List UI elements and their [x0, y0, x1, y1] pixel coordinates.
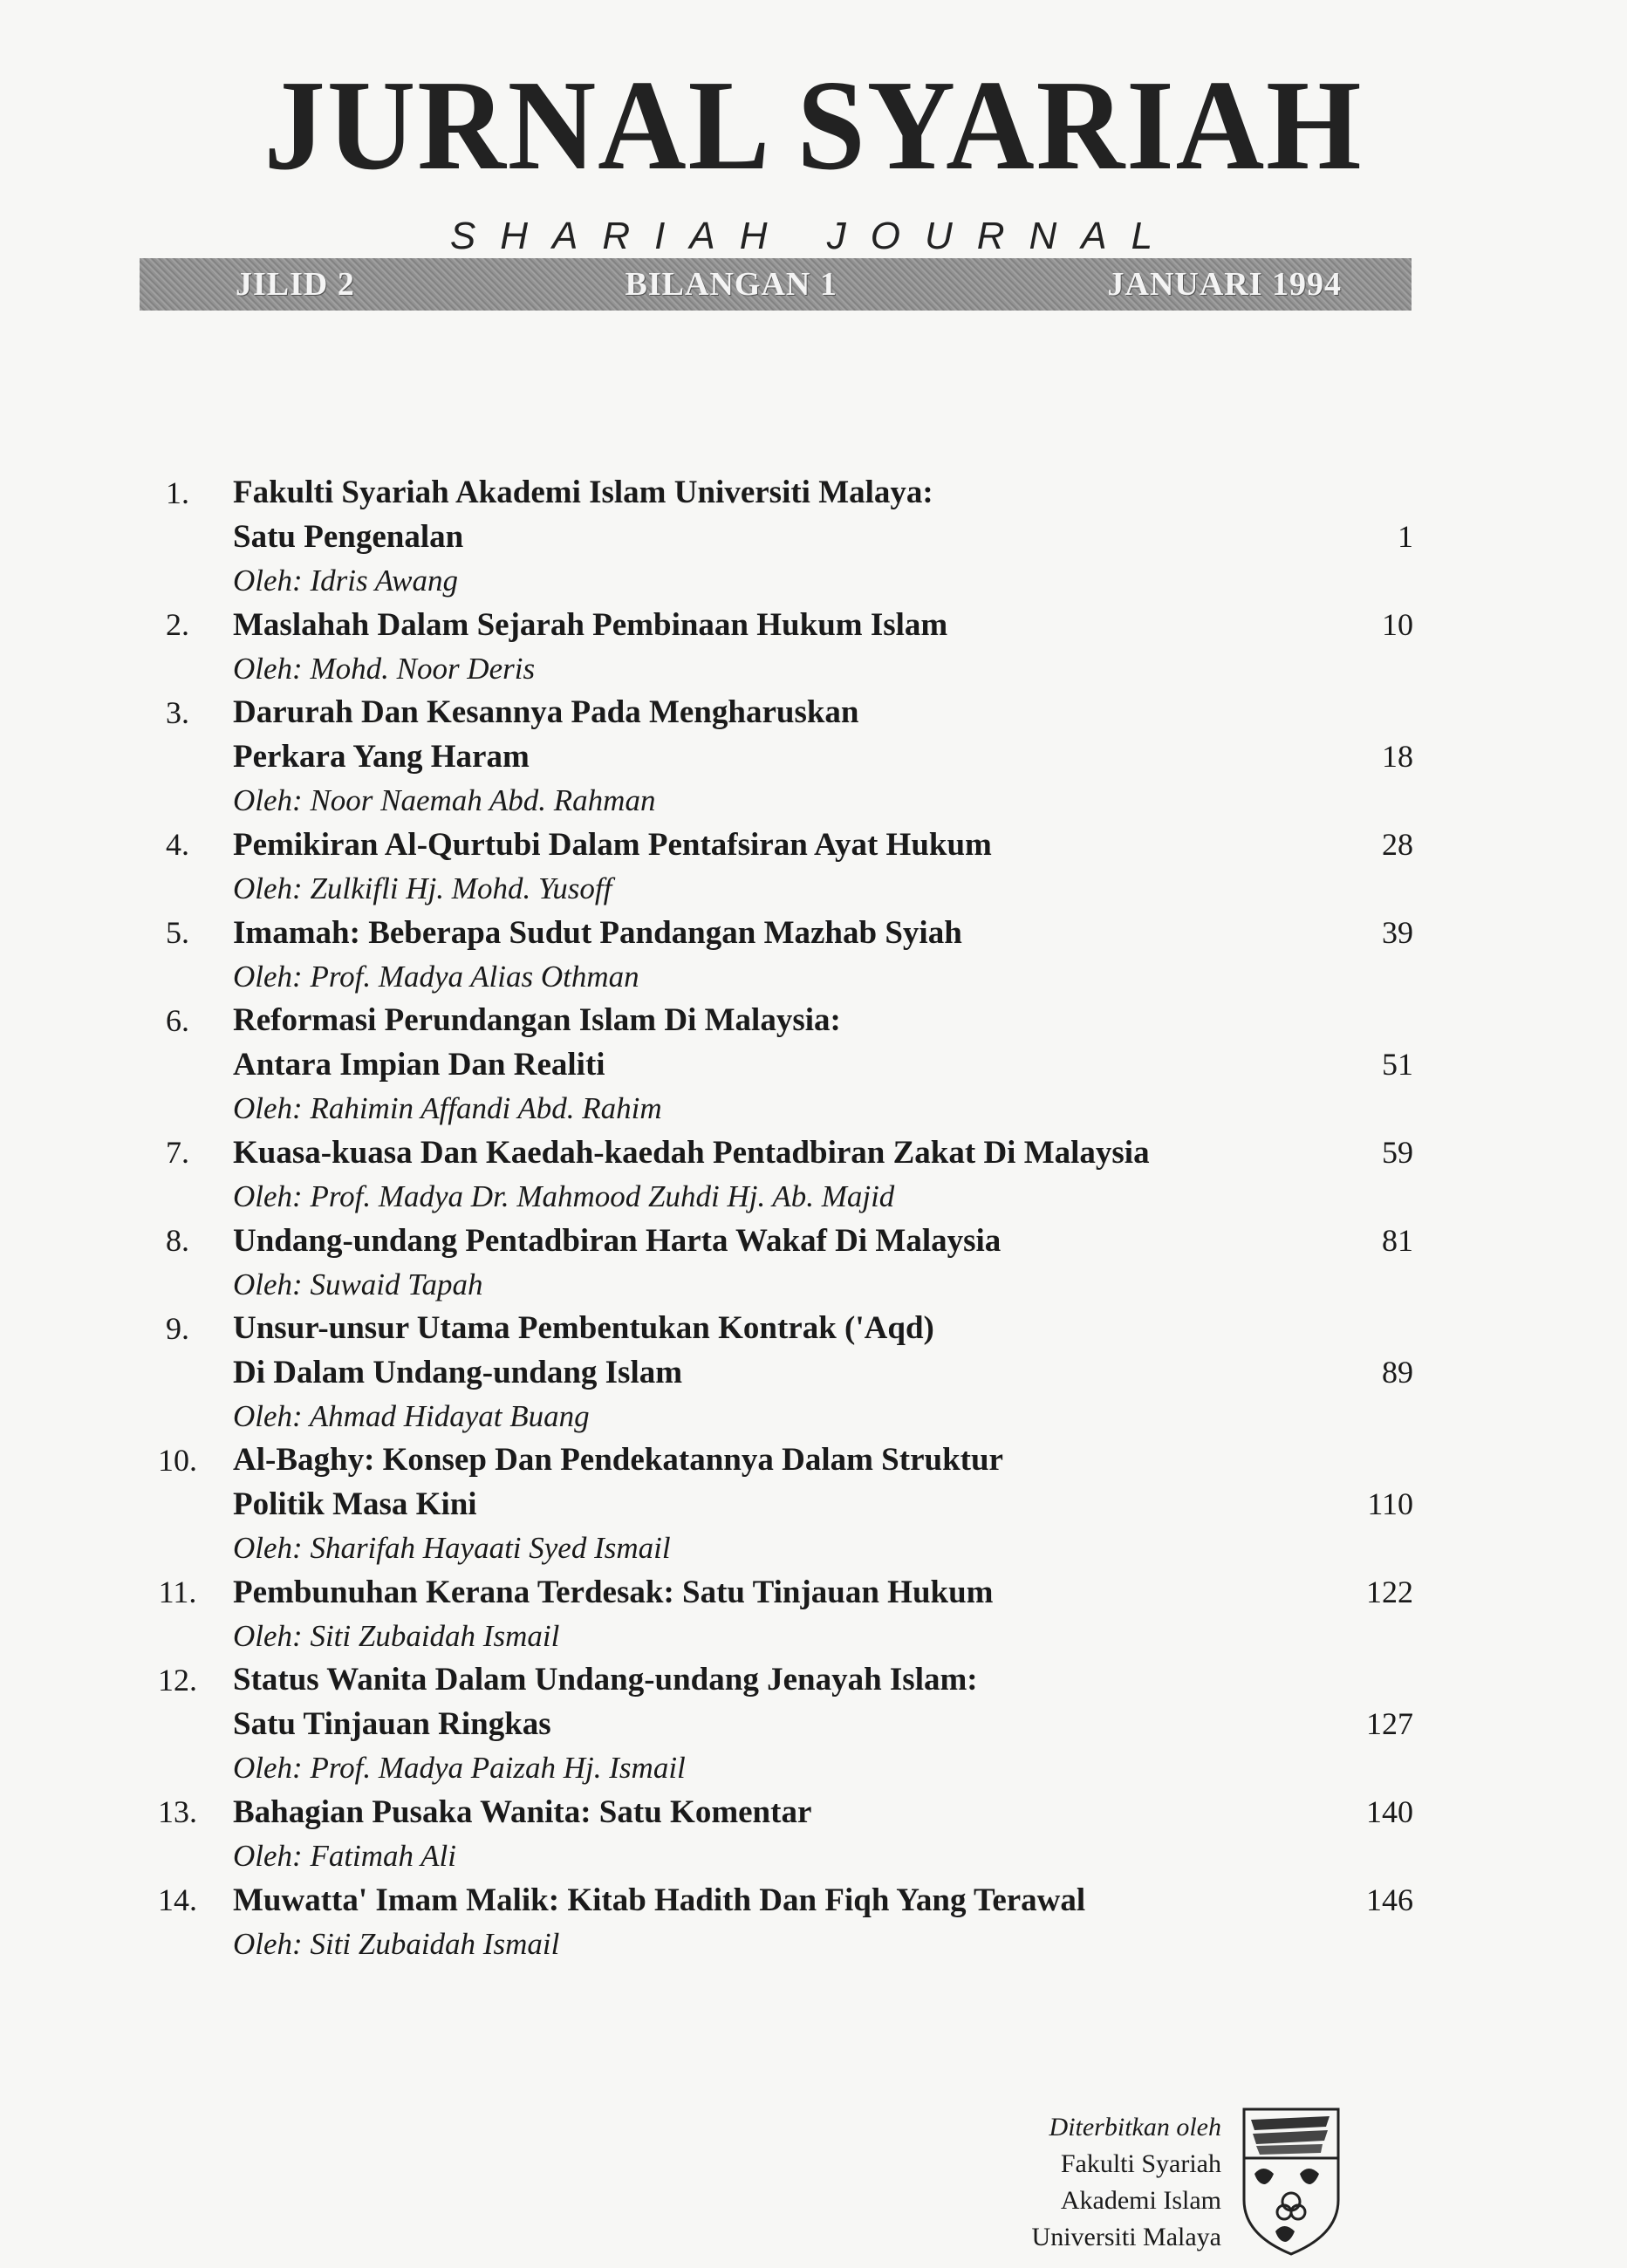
- toc-entry: [122, 1878, 1413, 1966]
- toc-page-number: 39: [1382, 915, 1413, 950]
- toc-author: Oleh: Prof. Madya Paizah Hj. Ismail: [233, 1751, 686, 1785]
- toc-entry-number: 9.: [166, 1311, 189, 1346]
- toc-page-number: 122: [1366, 1575, 1413, 1609]
- toc-title-text: Kuasa-kuasa Dan Kaedah-kaedah Pentadbiran Zakat Di Malaysia: [233, 1135, 1150, 1171]
- toc-title-text: Satu Tinjauan Ringkas: [233, 1706, 551, 1742]
- toc-title-line: [233, 1658, 1413, 1702]
- toc-title-text: Al-Baghy: Konsep Dan Pendekatannya Dalam Struktur: [233, 1442, 1003, 1478]
- toc-entry-number: 6.: [166, 1003, 189, 1038]
- toc-entry-body: [233, 1658, 1413, 1790]
- toc-title-line: [233, 1570, 1413, 1615]
- toc-title-line: [233, 603, 1413, 647]
- toc-entry: [122, 999, 1413, 1131]
- toc-title-text: Muwatta' Imam Malik: Kitab Hadith Dan Fiqh Yang Terawal: [233, 1882, 1086, 1918]
- toc-title-text: Perkara Yang Haram: [233, 739, 530, 775]
- toc-entry-body: [233, 1307, 1413, 1438]
- toc-author: Oleh: Rahimin Affandi Abd. Rahim: [233, 1091, 662, 1125]
- masthead: [0, 54, 1627, 258]
- toc-title-line: [233, 515, 1413, 559]
- toc-title-text: Antara Impian Dan Realiti: [233, 1047, 605, 1083]
- toc-entry-number: 1.: [166, 475, 189, 510]
- toc-page-number: 1: [1398, 519, 1413, 554]
- toc-entry-number: 8.: [166, 1223, 189, 1258]
- toc-title-line: [233, 1878, 1413, 1923]
- toc-title-line: [233, 823, 1413, 867]
- toc-entry: [122, 1570, 1413, 1658]
- toc-entry-body: [233, 999, 1413, 1131]
- toc-title-text: Status Wanita Dalam Undang-undang Jenayah Islam:: [233, 1662, 978, 1698]
- toc-title-line: [233, 734, 1413, 779]
- university-crest-icon: [1239, 2104, 1343, 2259]
- toc-entry: [122, 1438, 1413, 1570]
- toc-entry-body: [233, 471, 1413, 603]
- toc-entry-number: 2.: [166, 607, 189, 642]
- toc-title-line: [233, 471, 1413, 515]
- toc-title-line: [233, 1042, 1413, 1087]
- toc-entry: [122, 1790, 1413, 1878]
- toc-entry-number: 11.: [158, 1575, 197, 1609]
- issue-number: BILANGAN 1: [625, 266, 837, 303]
- toc-page-number: 89: [1382, 1355, 1413, 1390]
- toc-title-text: Pembunuhan Kerana Terdesak: Satu Tinjauan Hukum: [233, 1575, 994, 1610]
- toc-title-text: Di Dalam Undang-undang Islam: [233, 1355, 683, 1390]
- toc-entry-body: [233, 1438, 1413, 1570]
- toc-entry-number: 4.: [166, 827, 189, 862]
- toc-entry-number: 14.: [158, 1882, 197, 1917]
- toc-author: Oleh: Siti Zubaidah Ismail: [233, 1927, 560, 1961]
- toc-entry-body: [233, 691, 1413, 823]
- toc-entry-body: [233, 1878, 1413, 1966]
- toc-entry: [122, 1658, 1413, 1790]
- table-of-contents: [122, 471, 1413, 1966]
- toc-entry-body: [233, 1790, 1413, 1878]
- publisher-university: Universiti Malaya: [1031, 2223, 1221, 2251]
- toc-entry-body: [233, 603, 1413, 691]
- toc-title-line: [233, 691, 1413, 734]
- toc-title-text: Pemikiran Al-Qurtubi Dalam Pentafsiran Ayat Hukum: [233, 827, 992, 863]
- toc-title-line: [233, 1790, 1413, 1834]
- toc-title-text: Satu Pengenalan: [233, 519, 464, 555]
- toc-title-text: Reformasi Perundangan Islam Di Malaysia:: [233, 1002, 841, 1038]
- toc-title-line: [233, 999, 1413, 1042]
- toc-page-number: 146: [1366, 1882, 1413, 1917]
- toc-author: Oleh: Ahmad Hidayat Buang: [233, 1399, 590, 1433]
- toc-page-number: 51: [1382, 1047, 1413, 1082]
- toc-title-text: Fakulti Syariah Akademi Islam Universiti Malaya:: [233, 475, 933, 510]
- toc-author: Oleh: Prof. Madya Alias Othman: [233, 960, 639, 994]
- toc-title-line: [233, 1131, 1413, 1175]
- toc-author: Oleh: Prof. Madya Dr. Mahmood Zuhdi Hj. Ab. Majid: [233, 1179, 895, 1213]
- toc-author: Oleh: Siti Zubaidah Ismail: [233, 1619, 560, 1653]
- toc-title-text: Bahagian Pusaka Wanita: Satu Komentar: [233, 1794, 812, 1830]
- toc-title-text: Imamah: Beberapa Sudut Pandangan Mazhab Syiah: [233, 915, 962, 951]
- toc-title-line: [233, 1219, 1413, 1263]
- toc-entry: [122, 691, 1413, 823]
- toc-entry: [122, 1131, 1413, 1219]
- toc-author: Oleh: Noor Naemah Abd. Rahman: [233, 783, 656, 817]
- toc-entry-body: [233, 823, 1413, 911]
- journal-title: JURNAL SYARIAH: [263, 54, 1364, 197]
- toc-title-text: Darurah Dan Kesannya Pada Mengharuskan: [233, 694, 859, 730]
- journal-subtitle: SHARIAH JOURNAL: [449, 215, 1178, 257]
- toc-page-number: 59: [1382, 1135, 1413, 1170]
- toc-entry-body: [233, 1131, 1413, 1219]
- toc-author: Oleh: Mohd. Noor Deris: [233, 652, 536, 686]
- toc-title-text: Unsur-unsur Utama Pembentukan Kontrak ('Aqd): [233, 1310, 934, 1346]
- toc-entry-number: 12.: [158, 1663, 197, 1698]
- toc-title-line: [233, 1438, 1413, 1482]
- toc-title-line: [233, 1307, 1413, 1350]
- toc-entry-number: 3.: [166, 695, 189, 730]
- toc-title-line: [233, 1482, 1413, 1527]
- toc-entry: [122, 471, 1413, 603]
- toc-entry-number: 7.: [166, 1135, 189, 1170]
- toc-title-line: [233, 1702, 1413, 1746]
- toc-title-text: Politik Masa Kini: [233, 1486, 477, 1522]
- toc-page-number: 127: [1366, 1706, 1413, 1741]
- toc-entry-body: [233, 1219, 1413, 1307]
- toc-author: Oleh: Idris Awang: [233, 564, 458, 598]
- toc-author: Oleh: Sharifah Hayaati Syed Ismail: [233, 1531, 671, 1565]
- toc-title-line: [233, 911, 1413, 955]
- toc-page-number: 81: [1382, 1223, 1413, 1258]
- toc-author: Oleh: Zulkifli Hj. Mohd. Yusoff: [233, 871, 612, 905]
- toc-entry: [122, 603, 1413, 691]
- toc-author: Oleh: Fatimah Ali: [233, 1839, 456, 1873]
- toc-page-number: 10: [1382, 607, 1413, 642]
- issue-volume: JILID 2: [236, 266, 355, 303]
- toc-title-line: [233, 1350, 1413, 1395]
- toc-entry: [122, 1307, 1413, 1438]
- toc-page-number: 140: [1366, 1794, 1413, 1829]
- toc-page-number: 18: [1382, 739, 1413, 774]
- toc-entry: [122, 1219, 1413, 1307]
- toc-entry-number: 13.: [158, 1794, 197, 1829]
- publisher-block: [899, 2109, 1221, 2256]
- toc-entry: [122, 911, 1413, 999]
- issue-bar: [140, 258, 1412, 311]
- toc-entry-number: 5.: [166, 915, 189, 950]
- toc-entry: [122, 823, 1413, 911]
- toc-page-number: 110: [1367, 1486, 1413, 1521]
- toc-entry-body: [233, 1570, 1413, 1658]
- toc-entry-body: [233, 911, 1413, 999]
- toc-page-number: 28: [1382, 827, 1413, 862]
- toc-title-text: Maslahah Dalam Sejarah Pembinaan Hukum Islam: [233, 607, 948, 643]
- toc-entry-number: 10.: [158, 1443, 197, 1478]
- publisher-faculty: Fakulti Syariah: [1060, 2149, 1221, 2178]
- publisher-lead: Diterbitkan oleh: [1049, 2113, 1221, 2142]
- toc-author: Oleh: Suwaid Tapah: [233, 1267, 483, 1301]
- toc-title-text: Undang-undang Pentadbiran Harta Wakaf Di Malaysia: [233, 1223, 1001, 1259]
- publisher-academy: Akademi Islam: [1060, 2186, 1221, 2215]
- issue-date: JANUARI 1994: [1107, 266, 1342, 303]
